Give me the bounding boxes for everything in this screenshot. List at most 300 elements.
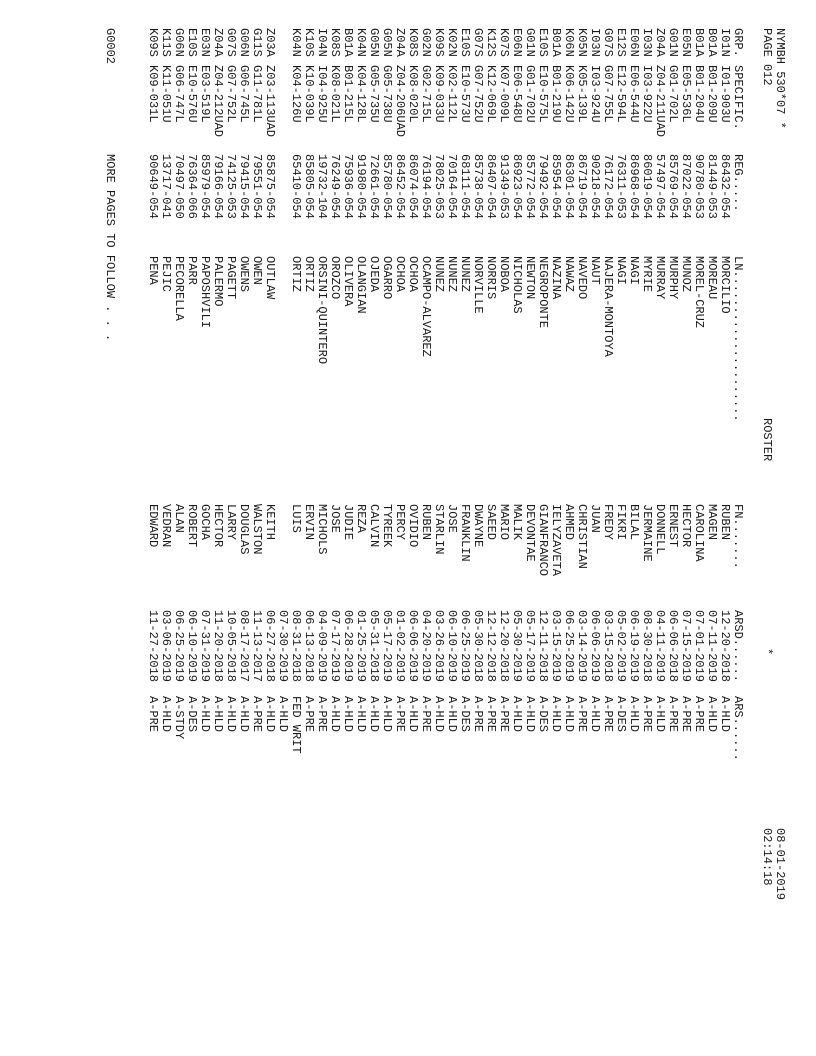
row-reg: 79492-054 (536, 154, 550, 219)
row-last-name: PARR (185, 256, 199, 285)
col-grp: GRP. (731, 28, 745, 57)
row-ars: FED WRIT (289, 696, 303, 754)
row-arsd: 06-06-2019 (588, 610, 602, 683)
row-last-name: PENA (146, 256, 160, 285)
row-reg: 90780-053 (692, 154, 706, 219)
row-reg: 86719-054 (575, 154, 589, 219)
row-ars: A-HLD (549, 696, 563, 733)
row-first-name: RUBEN (718, 504, 732, 541)
table-row (549, 28, 562, 988)
row-specific: G06-745L (237, 65, 251, 123)
table-row (471, 28, 484, 988)
row-specific: E10-575L (536, 65, 550, 123)
row-grp: G06N (172, 28, 186, 57)
row-reg: 85979-054 (198, 154, 212, 219)
row-reg: 76249-054 (328, 154, 342, 219)
row-last-name: ORTIZ (289, 256, 303, 293)
row-ars: A-PRE (666, 696, 680, 733)
row-arsd: 04-20-2019 (419, 610, 433, 683)
row-last-name: PECORELLA (172, 256, 186, 321)
roster-title: ROSTER (760, 418, 774, 462)
row-ars: A-PRE (302, 696, 316, 733)
table-row (380, 28, 393, 988)
row-reg: 85954-054 (549, 154, 563, 219)
row-ars: A-DES (458, 696, 472, 733)
row-specific: K08-021L (328, 65, 342, 123)
row-reg: 91349-053 (497, 154, 511, 219)
row-last-name: NAWAZ (562, 256, 576, 293)
row-grp: E10S (458, 28, 472, 57)
row-last-name: OJEDA (367, 256, 381, 293)
table-row (640, 28, 653, 988)
row-reg: 76194-054 (419, 154, 433, 219)
row-ars: A-HLD (653, 696, 667, 733)
table-row (432, 28, 445, 988)
row-grp: K08S (328, 28, 342, 57)
row-last-name: PAGETT (224, 256, 238, 300)
row-ars: A-HLD (705, 696, 719, 733)
row-arsd: 05-30-2018 (471, 610, 485, 683)
row-reg: 19732-104 (315, 154, 329, 219)
row-ars: A-HLD (588, 696, 602, 733)
row-last-name: NUNEZ (432, 256, 446, 293)
row-arsd: 05-17-2019 (380, 610, 394, 683)
table-row (172, 28, 185, 988)
row-grp: Z04A (653, 28, 667, 57)
row-ars: A-HLD (523, 696, 537, 733)
row-specific: Z03-113UAD (263, 65, 277, 138)
row-ars: A-PRE (601, 696, 615, 733)
col-arsd: ARSD...... (731, 610, 745, 683)
row-ars: A-PRE (315, 696, 329, 733)
row-arsd: 01-25-2019 (354, 610, 368, 683)
row-last-name: NUNEZ (445, 256, 459, 293)
row-last-name: NAGI (614, 256, 628, 285)
row-first-name: FREDY (601, 504, 615, 541)
row-specific: G02-715L (419, 65, 433, 123)
row-last-name: NEWTON (523, 256, 537, 300)
roster-sheet (66, 28, 786, 988)
row-grp: K07S (497, 28, 511, 57)
row-first-name: PERCY (393, 504, 407, 541)
row-specific: G06-747L (172, 65, 186, 123)
more-pages-note: MORE PAGES TO FOLLOW . . . (103, 154, 117, 342)
row-arsd: 08-30-2018 (640, 610, 654, 683)
row-last-name: MOREAU (705, 256, 719, 300)
row-specific: K07-009L (497, 65, 511, 123)
row-first-name: MICHOLS (315, 504, 329, 555)
row-first-name: CHRISTIAN (575, 504, 589, 569)
row-last-name: MORCILIO (718, 256, 732, 314)
table-row (341, 28, 354, 988)
row-grp: K08S (406, 28, 420, 57)
row-last-name: NAUT (588, 256, 602, 285)
row-last-name: OCAMPO-ALVAREZ (419, 256, 433, 357)
row-first-name: JUDIE (341, 504, 355, 541)
col-first-name: FN....... (731, 504, 745, 569)
row-first-name: JERMAINE (640, 504, 654, 562)
row-grp: B01A (549, 28, 563, 57)
row-grp: Z03A (263, 28, 277, 57)
row-grp: K12S (484, 28, 498, 57)
row-first-name: RUBEN (419, 504, 433, 541)
row-grp: E10S (185, 28, 199, 57)
row-grp: K10S (302, 28, 316, 57)
row-ars: A-PRE (679, 696, 693, 733)
table-row (562, 28, 575, 988)
row-reg: 70164-054 (445, 154, 459, 219)
row-reg: 68111-054 (458, 154, 472, 219)
row-specific: K05-139L (575, 65, 589, 123)
row-specific: Z04-211UAD (653, 65, 667, 138)
row-reg: 86923-054 (510, 154, 524, 219)
row-grp: K11S (159, 28, 173, 57)
col-reg: REG..... (731, 154, 745, 212)
row-arsd: 06-25-2019 (458, 610, 472, 683)
row-ars: A-HLD (276, 696, 290, 733)
row-reg: 65410-054 (289, 154, 303, 219)
row-ars: A-DES (185, 696, 199, 733)
row-grp: G05N (380, 28, 394, 57)
row-ars: A-PRE (692, 696, 706, 733)
row-specific: G05-738U (380, 65, 394, 123)
row-grp: G07S (224, 28, 238, 57)
table-row (692, 28, 705, 988)
row-last-name: PEJIC (159, 256, 173, 293)
row-first-name: SAEED (484, 504, 498, 541)
row-last-name: OWENS (237, 256, 251, 293)
row-ars: A-HLD (211, 696, 225, 733)
row-first-name: DOUGLAS (237, 504, 251, 555)
row-ars: A-PRE (250, 696, 264, 733)
row-reg: 90649-054 (146, 154, 160, 219)
table-row (627, 28, 640, 988)
row-grp: G07S (601, 28, 615, 57)
row-specific: K12-069L (484, 65, 498, 123)
col-ars: ARS...... (731, 696, 745, 761)
row-ars: A-HLD (237, 696, 251, 733)
row-grp: E05N (679, 28, 693, 57)
row-grp: Z04A (211, 28, 225, 57)
row-specific: K09-033U (432, 65, 446, 123)
row-specific: I03-922U (640, 65, 654, 123)
row-specific: B01-219U (549, 65, 563, 123)
row-arsd: 06-06-2018 (666, 610, 680, 683)
table-row (445, 28, 458, 988)
row-arsd: 03-14-2019 (575, 610, 589, 683)
row-arsd: 12-20-2018 (497, 610, 511, 683)
row-first-name: VEDRAN (159, 504, 173, 548)
row-last-name: NORRIS (484, 256, 498, 300)
row-arsd: 05-31-2018 (367, 610, 381, 683)
row-reg: 76311-053 (614, 154, 628, 219)
row-ars: A-HLD (224, 696, 238, 733)
row-first-name: LARRY (224, 504, 238, 541)
table-row (302, 28, 315, 988)
row-first-name: CALVIN (367, 504, 381, 548)
report-time: 02:14:18 (760, 828, 774, 886)
row-specific: G07-752L (224, 65, 238, 123)
row-arsd: 05-17-2019 (523, 610, 537, 683)
row-specific: E06-544U (627, 65, 641, 123)
row-ars: A-PRE (484, 696, 498, 733)
row-reg: 72661-054 (367, 154, 381, 219)
row-first-name: JOSE (445, 504, 459, 533)
row-ars: A-DES (536, 696, 550, 733)
row-ars: A-DES (614, 696, 628, 733)
row-arsd: 12-11-2018 (536, 610, 550, 683)
table-row (263, 28, 276, 988)
row-first-name: REZA (354, 504, 368, 533)
row-first-name: WALSTON (250, 504, 264, 555)
row-ars: A-PRE (471, 696, 485, 733)
table-row (354, 28, 367, 988)
row-first-name: FRANKLIN (458, 504, 472, 562)
row-ars: A-HLD (198, 696, 212, 733)
row-last-name: PAPOSHVILI (198, 256, 212, 329)
row-grp: K04N (289, 28, 303, 57)
row-last-name: ORTIZ (302, 256, 316, 293)
row-last-name: NICHOLAS (510, 256, 524, 314)
table-row (159, 28, 172, 988)
row-arsd: 06-06-2019 (406, 610, 420, 683)
row-first-name: IELYZAVETA (549, 504, 563, 577)
row-grp: E06N (627, 28, 641, 57)
row-specific: B01-204U (692, 65, 706, 123)
row-specific: E06-548U (510, 65, 524, 123)
row-last-name: NORVILLE (471, 256, 485, 314)
row-arsd: 06-28-2019 (341, 610, 355, 683)
row-grp: E10S (536, 28, 550, 57)
row-arsd: 07-30-2019 (276, 610, 290, 683)
row-ars: A-HLD (510, 696, 524, 733)
row-specific: K02-112L (445, 65, 459, 123)
row-specific: K10-039L (302, 65, 316, 123)
row-reg: 76172-054 (601, 154, 615, 219)
row-arsd: 12-20-2018 (718, 610, 732, 683)
table-row (484, 28, 497, 988)
row-ars: A-PRE (419, 696, 433, 733)
row-ars: A-HLD (718, 696, 732, 733)
row-arsd: 06-10-2019 (445, 610, 459, 683)
row-specific: K04-128L (354, 65, 368, 123)
row-last-name: PALERMO (211, 256, 225, 307)
row-specific: I04-925U (315, 65, 329, 123)
row-ars: A-HLD (354, 696, 368, 733)
table-row (185, 28, 198, 988)
row-reg: 57497-054 (653, 154, 667, 219)
row-arsd: 03-15-2019 (549, 610, 563, 683)
row-reg: 86432-054 (718, 154, 732, 219)
row-arsd: 08-17-2017 (237, 610, 251, 683)
row-ars: A-HLD (445, 696, 459, 733)
row-ars: A-PRE (393, 696, 407, 733)
row-grp: B01A (692, 28, 706, 57)
row-reg: 85780-054 (380, 154, 394, 219)
row-specific: K06-142U (562, 65, 576, 123)
row-specific: E10-573U (458, 65, 472, 123)
row-arsd: 07-17-2019 (328, 610, 342, 683)
row-grp: K09S (432, 28, 446, 57)
row-grp: E12S (614, 28, 628, 57)
row-reg: 86074-054 (406, 154, 420, 219)
row-arsd: 05-30-2019 (510, 610, 524, 683)
row-first-name: BILAL (627, 504, 641, 541)
row-ars: A-HLD (406, 696, 420, 733)
row-specific: E03-519L (198, 65, 212, 123)
row-grp: K09S (146, 28, 160, 57)
row-reg: 13717-041 (159, 154, 173, 219)
row-arsd: 04-11-2019 (653, 610, 667, 683)
row-ars: A-STDY (172, 696, 186, 740)
table-row (614, 28, 627, 988)
table-row (666, 28, 679, 988)
row-ars: A-PRE (497, 696, 511, 733)
row-first-name: CAROLINA (692, 504, 706, 562)
row-specific: G05-735U (367, 65, 381, 123)
row-grp: G05N (367, 28, 381, 57)
row-first-name: STARLIN (432, 504, 446, 555)
row-last-name: OWEN (250, 256, 264, 285)
row-ars: A-HLD (432, 696, 446, 733)
row-first-name: JUAN (588, 504, 602, 533)
row-reg: 78025-053 (432, 154, 446, 219)
row-specific: G07-755L (601, 65, 615, 123)
row-grp: K06N (562, 28, 576, 57)
row-first-name: DWAYNE (471, 504, 485, 548)
row-arsd: 11-20-2018 (211, 610, 225, 683)
row-reg: 75936-054 (341, 154, 355, 219)
row-ars: A-HLD (341, 696, 355, 733)
row-arsd: 05-02-2019 (614, 610, 628, 683)
row-first-name: HECTOR (679, 504, 693, 548)
row-first-name: OVIDIO (406, 504, 420, 548)
row-ars: A-HLD (159, 696, 173, 733)
row-grp: G06N (237, 28, 251, 57)
row-first-name: DONNELL (653, 504, 667, 555)
row-arsd: 06-10-2019 (185, 610, 199, 683)
row-arsd: 07-11-2019 (705, 610, 719, 683)
table-row (289, 28, 302, 988)
row-reg: 79415-054 (237, 154, 251, 219)
row-first-name: FIKRI (614, 504, 628, 541)
row-specific: K04-126U (289, 65, 303, 123)
row-grp: G01N (523, 28, 537, 57)
row-first-name: GIANFRANCO (536, 504, 550, 577)
row-grp: E03N (198, 28, 212, 57)
table-row (497, 28, 510, 988)
row-last-name: NAZINA (549, 256, 563, 300)
table-row (536, 28, 549, 988)
row-arsd: 03-26-2019 (432, 610, 446, 683)
table-row (523, 28, 536, 988)
table-row (575, 28, 588, 988)
row-arsd: 11-13-2017 (250, 610, 264, 683)
row-last-name: OUTLAW (263, 256, 277, 300)
row-grp: E06N (510, 28, 524, 57)
row-last-name: OGARRO (380, 256, 394, 300)
row-first-name: JOSE (328, 504, 342, 533)
header-star: * (760, 648, 774, 656)
row-reg: 81449-053 (705, 154, 719, 219)
col-last-name: LN..................... (731, 256, 745, 422)
row-arsd: 06-25-2019 (562, 610, 576, 683)
row-specific: I03-924U (588, 65, 602, 123)
row-ars: A-PRE (146, 696, 160, 733)
row-ars: A-HLD (562, 696, 576, 733)
row-first-name: TYREEK (380, 504, 394, 548)
row-first-name: MARIO (497, 504, 511, 541)
table-row (679, 28, 692, 988)
row-grp: I04N (315, 28, 329, 57)
row-last-name: NOBOA (497, 256, 511, 293)
row-last-name: NAJERA-MONTOYA (601, 256, 615, 357)
row-grp: I03N (640, 28, 654, 57)
column-header-row (731, 28, 744, 988)
row-last-name: OCHOA (393, 256, 407, 293)
row-reg: 86968-054 (627, 154, 641, 219)
row-grp: G02N (419, 28, 433, 57)
table-row (198, 28, 211, 988)
row-arsd: 06-25-2019 (172, 610, 186, 683)
row-specific: E05-536L (679, 65, 693, 123)
row-specific: B01-209U (705, 65, 719, 123)
row-reg: 91980-054 (354, 154, 368, 219)
row-specific: G01-702U (523, 65, 537, 123)
row-reg: 85772-054 (523, 154, 537, 219)
row-first-name: AHMED (562, 504, 576, 541)
row-first-name: MALIK (510, 504, 524, 541)
row-last-name: NUNEZ (458, 256, 472, 293)
table-row (601, 28, 614, 988)
row-last-name: MYRIE (640, 256, 654, 293)
row-reg: 85738-054 (471, 154, 485, 219)
row-first-name: ERVIN (302, 504, 316, 541)
table-row (419, 28, 432, 988)
row-first-name: ROBERT (185, 504, 199, 548)
row-specific: Z04-212UAD (211, 65, 225, 138)
row-ars: A-HLD (627, 696, 641, 733)
row-last-name: OLANGIAN (354, 256, 368, 314)
table-row (406, 28, 419, 988)
row-reg: 85875-054 (263, 154, 277, 219)
col-specific: SPECIFIC. (731, 65, 745, 130)
row-grp: K04N (354, 28, 368, 57)
table-row (224, 28, 237, 988)
row-arsd: 04-09-2019 (315, 610, 329, 683)
row-reg: 79166-054 (211, 154, 225, 219)
row-grp: I01N (718, 28, 732, 57)
footer-code: G0002 (103, 28, 117, 65)
row-specific: K09-031L (146, 65, 160, 123)
row-arsd: 03-15-2018 (601, 610, 615, 683)
table-row (328, 28, 341, 988)
row-first-name: HECTOR (211, 504, 225, 548)
row-first-name: GOCHA (198, 504, 212, 541)
row-reg: 76364-066 (185, 154, 199, 219)
row-arsd: 11-27-2018 (146, 610, 160, 683)
row-arsd: 06-19-2019 (627, 610, 641, 683)
row-last-name: NEGROPONTE (536, 256, 550, 329)
row-last-name: MUNOZ (679, 256, 693, 293)
report-date: 08-01-2019 (773, 828, 787, 901)
row-specific: E10-576U (185, 65, 199, 123)
table-row (315, 28, 328, 988)
table-row (588, 28, 601, 988)
table-row (653, 28, 666, 988)
row-specific: E12-594L (614, 65, 628, 123)
table-row (510, 28, 523, 988)
